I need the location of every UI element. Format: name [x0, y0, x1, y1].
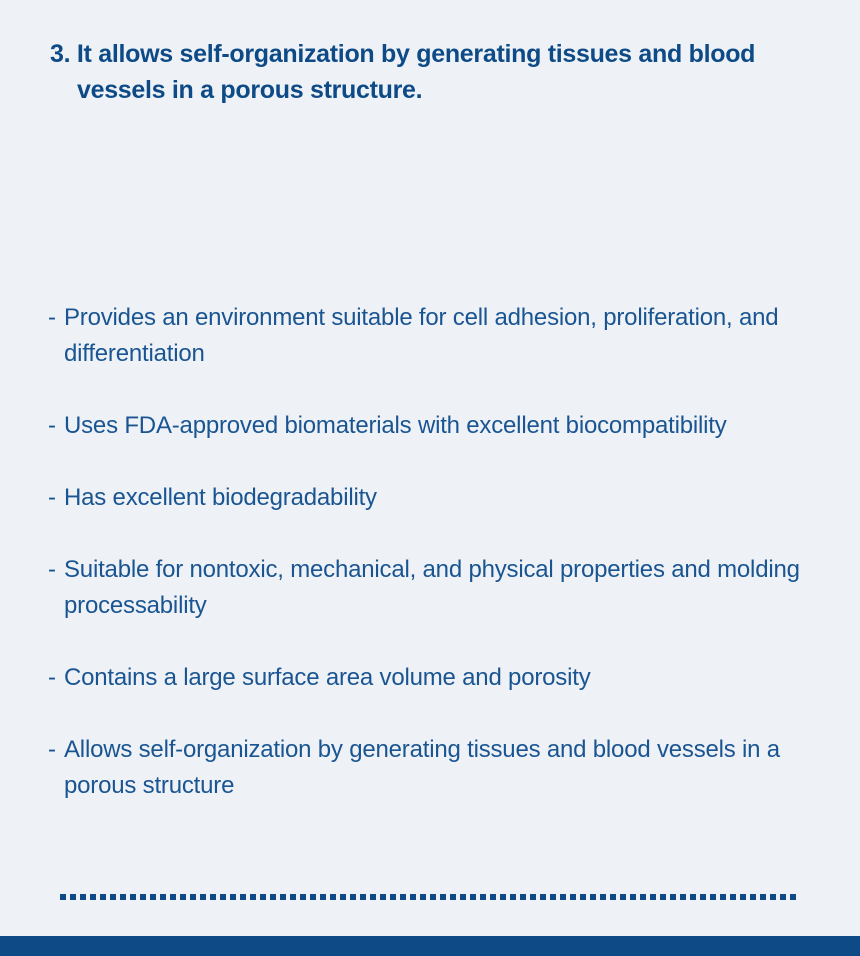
heading-number: 3. [50, 40, 71, 68]
list-item-text: Contains a large surface area volume and porosity [64, 664, 591, 691]
list-item-text: Uses FDA-approved biomaterials with excellent biocompatibility [64, 412, 727, 439]
list-item [48, 552, 818, 624]
list-item [48, 300, 818, 372]
dotted-divider [60, 894, 800, 900]
footer-bar [0, 936, 860, 956]
list-item [48, 660, 818, 696]
bullet-dash: - [48, 412, 56, 439]
list-item [48, 480, 818, 516]
bullet-dash: - [48, 484, 56, 511]
list-item-text: Suitable for nontoxic, mechanical, and physical properties and molding processability [64, 556, 800, 619]
list-item-text: Provides an environment suitable for cell adhesion, proliferation, and differentiation [64, 304, 779, 367]
bullet-dash: - [48, 556, 56, 583]
heading-text: It allows self-organization by generating tissues and blood vessels in a porous structure. [76, 40, 756, 104]
bullet-dash: - [48, 664, 56, 691]
section-heading [50, 36, 797, 108]
bullet-dash: - [48, 736, 56, 763]
feature-list [48, 300, 818, 840]
list-item-text: Allows self-organization by generating tissues and blood vessels in a porous structure [64, 736, 780, 799]
list-item-text: Has excellent biodegradability [64, 484, 377, 511]
list-item [48, 408, 818, 444]
bullet-dash: - [48, 304, 56, 331]
list-item [48, 732, 818, 804]
